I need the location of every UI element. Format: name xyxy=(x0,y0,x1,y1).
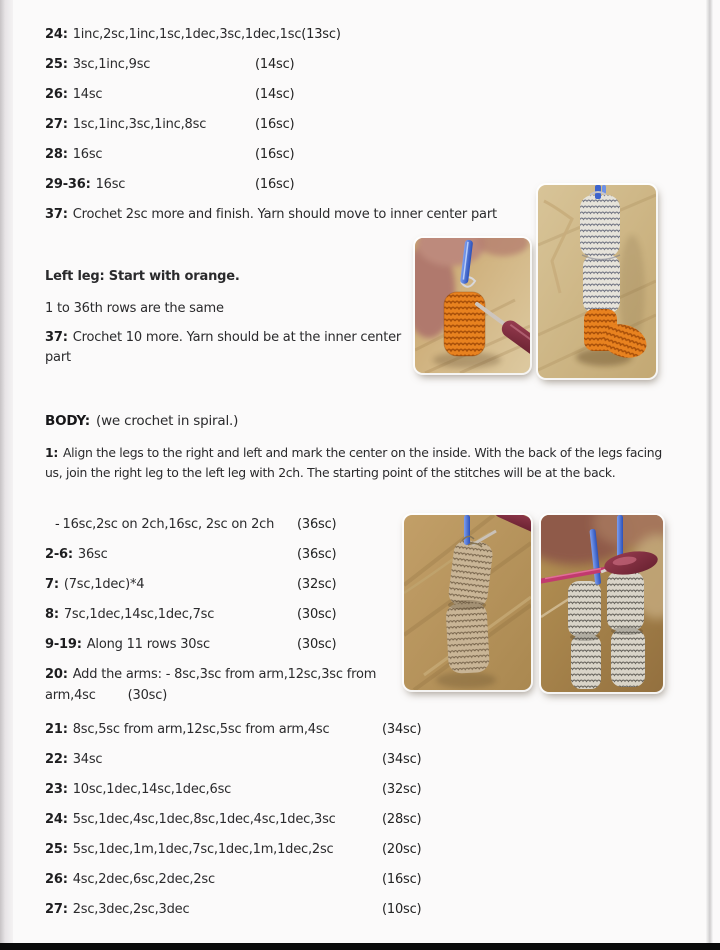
stitch-count: (20sc) xyxy=(382,842,422,857)
row-number: 7: xyxy=(45,577,59,592)
row-number: 2-6: xyxy=(45,547,73,562)
row-instructions: 7sc,1dec,14sc,1dec,7sc xyxy=(63,607,215,622)
leg-upper xyxy=(447,539,494,609)
row-number: 24: xyxy=(45,27,68,42)
stitch-count: (14sc) xyxy=(255,87,295,102)
stitch-count: (16sc) xyxy=(255,147,295,162)
pattern-row xyxy=(45,841,695,871)
row-instructions: 5sc,1dec,1m,1dec,7sc,1dec,1m,1dec,2sc xyxy=(72,842,334,857)
pattern-row xyxy=(45,606,445,636)
row-instructions: Add the arms: - 8sc,3sc from arm,12sc,3sc from arm,4sc xyxy=(45,667,377,703)
stitch-count: (36sc) xyxy=(297,517,337,532)
row-number: 1: xyxy=(45,445,58,460)
stitch-count: (30sc) xyxy=(127,688,168,703)
pattern-row xyxy=(45,86,705,116)
row-instructions: 16sc xyxy=(95,177,126,192)
crochet-photo-illustration xyxy=(404,515,531,690)
stitch-count: (34sc) xyxy=(382,722,422,737)
leg-lower xyxy=(583,255,620,313)
row-number: 26: xyxy=(45,872,68,887)
pattern-row xyxy=(45,781,695,811)
stitch-count: (34sc) xyxy=(382,752,422,767)
bottom-bar xyxy=(0,943,720,950)
stitch-count: (32sc) xyxy=(382,782,422,797)
row-instructions: Crochet 10 more. Yarn should be at the inner center part xyxy=(45,330,402,365)
row-instructions: 1sc,1inc,3sc,1inc,8sc xyxy=(72,117,207,132)
pattern-row xyxy=(45,56,705,86)
pattern-row xyxy=(45,146,705,176)
left-leg-lower xyxy=(571,635,601,689)
row-instructions: 8sc,5sc from arm,12sc,5sc from arm,4sc xyxy=(72,722,330,737)
pattern-row xyxy=(45,751,695,781)
row-number: 27: xyxy=(45,902,68,917)
row-number: 21: xyxy=(45,722,68,737)
row-instructions: 1inc,2sc,1inc,1sc,1dec,3sc,1dec,1sc xyxy=(72,27,302,42)
stitch-count: (10sc) xyxy=(382,902,422,917)
left-leg-upper xyxy=(568,581,601,637)
row-instructions: 2sc,3dec,2sc,3dec xyxy=(72,902,190,917)
body-section-heading xyxy=(45,413,238,430)
row-number: - xyxy=(55,517,60,532)
row-number: 22: xyxy=(45,752,68,767)
pattern-row xyxy=(45,721,695,751)
pattern-row xyxy=(45,328,413,368)
row-instructions: 3sc,1inc,9sc xyxy=(72,57,151,72)
crochet-photo-illustration xyxy=(415,238,530,373)
pattern-row xyxy=(45,116,705,146)
pattern-row xyxy=(45,811,695,841)
pattern-row xyxy=(45,26,705,56)
stitch-count: (13sc) xyxy=(301,27,341,42)
stitch-count: (16sc) xyxy=(382,872,422,887)
row-instructions: 34sc xyxy=(72,752,103,767)
stitch-count: (16sc) xyxy=(255,177,295,192)
row-number: 23: xyxy=(45,782,68,797)
row-instructions: 5sc,1dec,4sc,1dec,8sc,1dec,4sc,1dec,3sc xyxy=(72,812,336,827)
row-number: 25: xyxy=(45,57,68,72)
row-number: 8: xyxy=(45,607,59,622)
row-instructions: 16sc,2sc on 2ch,16sc, 2sc on 2ch xyxy=(62,517,275,532)
orange-leg-piece xyxy=(444,292,485,356)
row-number: 27: xyxy=(45,117,68,132)
stitch-count: (30sc) xyxy=(297,607,337,622)
row-instructions: 36sc xyxy=(77,547,108,562)
pattern-row xyxy=(45,516,445,546)
photo-right-leg-hook xyxy=(415,238,530,373)
row-number: 37: xyxy=(45,330,68,345)
pattern-row xyxy=(45,636,445,666)
pattern-row xyxy=(45,546,445,576)
pattern-row xyxy=(45,871,695,901)
body-rows-section-2 xyxy=(45,721,695,931)
page-edge-shadow xyxy=(0,0,13,950)
row-instructions: 14sc xyxy=(72,87,103,102)
row-instructions: (7sc,1dec)*4 xyxy=(63,577,145,592)
row-instructions: Along 11 rows 30sc xyxy=(86,637,210,652)
pattern-row xyxy=(45,576,445,606)
pattern-row-20 xyxy=(45,664,410,706)
body-heading-note: (we crochet in spiral.) xyxy=(96,413,239,429)
leg-lower xyxy=(445,602,490,674)
row-number: 24: xyxy=(45,812,68,827)
row-instructions: 10sc,1dec,14sc,1dec,6sc xyxy=(72,782,232,797)
row-number: 9-19: xyxy=(45,637,82,652)
row-number: 29-36: xyxy=(45,177,91,192)
row-number: 28: xyxy=(45,147,68,162)
crochet-photo-illustration xyxy=(538,185,656,378)
page-edge-line xyxy=(706,0,713,950)
left-leg-heading: Left leg: Start with orange. xyxy=(45,269,240,284)
body-heading-label: BODY: xyxy=(45,413,90,429)
blue-needle xyxy=(464,515,470,545)
row-number: 37: xyxy=(45,207,68,222)
row-instructions: Crochet 2sc more and finish. Yarn should move to inner center part xyxy=(72,207,497,222)
body-rows-section-1 xyxy=(45,516,445,666)
photo-joining-legs xyxy=(541,515,663,692)
right-leg-lower xyxy=(611,629,645,687)
photo-left-leg-piece xyxy=(404,515,531,690)
leg-upper xyxy=(580,195,620,257)
row-number: 26: xyxy=(45,87,68,102)
step1-text: Align the legs to the right and left and mark the center on the inside. With the back of the legs facing us, join the right leg to the left leg with 2ch. The starting point of the stitches will be at the back. xyxy=(45,445,662,480)
body-step1-paragraph xyxy=(45,443,675,483)
row-instructions: 16sc xyxy=(72,147,103,162)
stitch-count: (32sc) xyxy=(297,577,337,592)
right-leg-upper xyxy=(607,571,644,631)
row-number: 20: xyxy=(45,667,68,682)
photo-right-leg-finished xyxy=(538,185,656,378)
stitch-count: (30sc) xyxy=(297,637,337,652)
stitch-count: (16sc) xyxy=(255,117,295,132)
stitch-count: (28sc) xyxy=(382,812,422,827)
stitch-count: (36sc) xyxy=(297,547,337,562)
crochet-photo-illustration xyxy=(541,515,663,692)
pattern-row xyxy=(45,901,695,931)
stitch-count: (14sc) xyxy=(255,57,295,72)
row-instructions: 4sc,2dec,6sc,2dec,2sc xyxy=(72,872,215,887)
left-leg-note: 1 to 36th rows are the same xyxy=(45,301,224,316)
row-number: 25: xyxy=(45,842,68,857)
left-leg-section xyxy=(45,268,413,368)
